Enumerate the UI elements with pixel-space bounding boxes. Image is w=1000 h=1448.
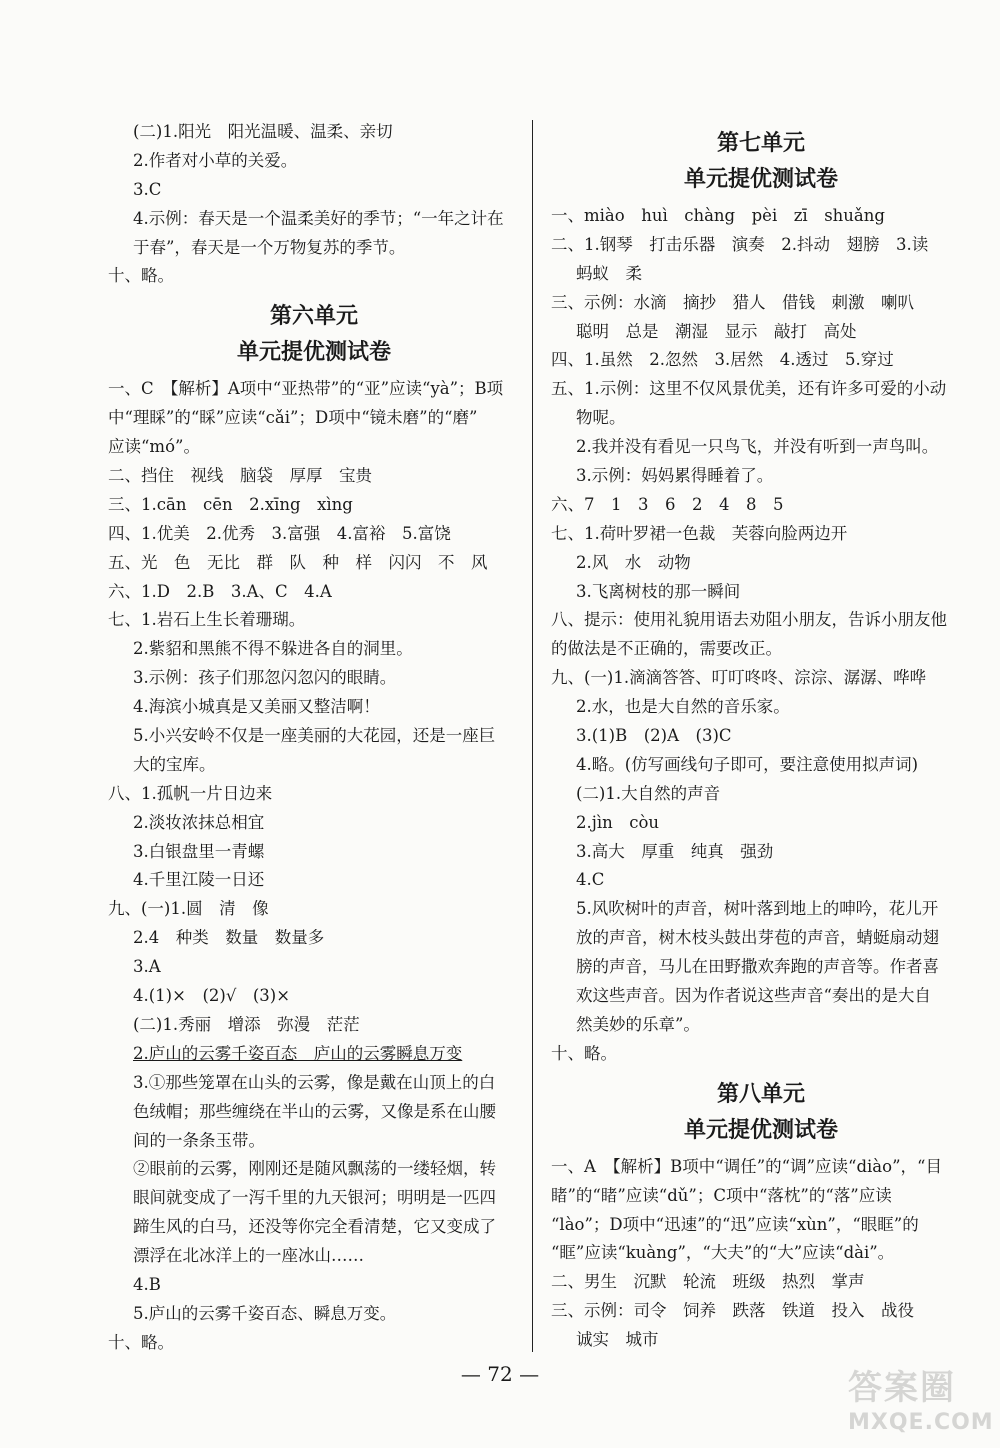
answer-line: 5.小兴安岭不仅是一座美丽的大花园，还是一座巨 (133, 726, 496, 746)
answer-line: 应读“mó”。 (108, 437, 200, 457)
answer-line: 3.①那些笼罩在山头的云雾，像是戴在山顶上的白 (133, 1072, 496, 1092)
answer-line: 十、略。 (551, 1043, 617, 1063)
answer-line: 3.飞离树枝的那一瞬间 (576, 581, 741, 601)
answer-line: 二、男生 沉默 轮流 班级 热烈 掌声 (551, 1272, 865, 1292)
answer-line: 一、C 【解析】A项中“亚热带”的“亚”应读“yà”；B项 (108, 379, 504, 399)
answer-line: 2.4 种类 数量 数量多 (133, 928, 325, 948)
answer-line: 4.B (133, 1274, 161, 1294)
answer-line: 2.紫貂和黑熊不得不躲进各自的洞里。 (133, 639, 413, 659)
section-subtitle: 单元提优测试卷 (236, 340, 391, 366)
answer-line: 中“理睬”的“睬”应读“cǎi”；D项中“镜未磨”的“磨” (108, 408, 478, 428)
section-title: 第七单元 (716, 131, 805, 156)
answer-line: 2.风 水 动物 (576, 552, 691, 572)
left-column (108, 118, 520, 1358)
answer-line: 九、(一)1.圆 清 像 (108, 899, 269, 919)
answer-line: 3.C (133, 179, 162, 199)
answer-line: 3.示例：妈妈累得睡着了。 (576, 466, 774, 486)
answer-line: 聪明 总是 潮湿 显示 敲打 高处 (576, 321, 857, 341)
right-column (551, 118, 971, 1355)
answer-line: 于春”，春天是一个万物复苏的季节。 (133, 237, 406, 257)
answer-line: 2.淡妆浓抹总相宜 (133, 812, 265, 832)
answer-line: 4.(1)× (2)√ (3)× (133, 986, 291, 1006)
answer-line: 2.作者对小草的关爱。 (133, 150, 298, 170)
answer-line: 二、1.钢琴 打击乐器 演奏 2.抖动 翅膀 3.读 (551, 234, 929, 254)
answer-line: (二)1.大自然的声音 (576, 783, 721, 803)
answer-line: 3.(1)B (2)A (3)C (576, 726, 732, 746)
answer-line: 七、1.荷叶罗裙一色裁 芙蓉向脸两边开 (551, 523, 848, 543)
answer-line: 大的宝库。 (133, 754, 216, 774)
answer-line: (二)1.秀丽 增添 弥漫 茫茫 (133, 1014, 360, 1034)
answer-line: 十、略。 (108, 266, 174, 286)
answer-line: ②眼前的云雾，刚刚还是随风飘荡的一缕轻烟，转 (133, 1159, 496, 1179)
answer-line: (二)1.阳光 阳光温暖、温柔、亲切 (133, 122, 393, 141)
answer-line: 五、1.示例：这里不仅风景优美，还有许多可爱的小动 (551, 379, 947, 399)
answer-line: 物呢。 (576, 408, 626, 428)
answer-line: 3.高大 厚重 纯真 强劲 (576, 841, 774, 861)
answer-line: 眼间就变成了一泻千里的九天银河；明明是一匹四 (133, 1188, 496, 1208)
answer-line: 六、7 1 3 6 2 4 8 5 (551, 494, 784, 514)
watermark-domain: MXQE.COM (848, 1410, 994, 1435)
answer-line: 色绒帽；那些缠绕在半山的云雾，又像是系在山腰 (133, 1101, 496, 1121)
answer-line: 三、1.cān cēn 2.xīng xìng (108, 494, 353, 514)
answer-line: 4.示例：春天是一个温柔美好的季节；“一年之计在 (133, 208, 504, 228)
answer-line: 4.略。(仿写画线句子即可，要注意使用拟声词) (576, 754, 919, 774)
answer-line: 漂浮在北冰洋上的一座冰山…… (133, 1246, 364, 1266)
answer-line: 一、A 【解析】B项中“调任”的“调”应读“diào”，“目 (551, 1156, 942, 1176)
answer-line: 一、miào huì chàng pèi zī shuǎng (551, 206, 885, 225)
watermark-text: 答案圈 (848, 1368, 956, 1408)
answer-line: 四、1.优美 2.优秀 3.富强 4.富裕 5.富饶 (108, 523, 451, 543)
answer-line: 四、1.虽然 2.忽然 3.居然 4.透过 5.穿过 (551, 350, 894, 370)
answer-line: 膀的声音，马儿在田野撒欢奔跑的声音等。作者喜 (576, 957, 939, 977)
answer-line: 2.jìn còu (576, 812, 660, 832)
answer-line: 睹”的“睹”应读“dǔ”；C项中“落枕”的“落”应读 (551, 1185, 892, 1205)
answer-line: 然美妙的乐章”。 (576, 1014, 700, 1034)
answer-line: 间的一条条玉带。 (133, 1130, 265, 1150)
answer-line: “眶”应读“kuàng”，“大夫”的“大”应读“dài”。 (551, 1243, 895, 1263)
answer-line: 的做法是不正确的，需要改正。 (551, 639, 782, 659)
answer-line: 八、1.孤帆一片日边来 (108, 783, 273, 803)
answer-line: 4.海滨小城真是又美丽又整洁啊！ (133, 697, 380, 717)
answer-line: 三、示例：司令 饲养 跌落 铁道 投入 战役 (551, 1301, 914, 1321)
answer-line: 3.白银盘里一青螺 (133, 841, 265, 861)
answer-line: 二、挡住 视线 脑袋 厚厚 宝贵 (108, 466, 372, 486)
answer-line: 六、1.D 2.B 3.A、C 4.A (108, 581, 332, 601)
answer-line: 七、1.岩石上生长着珊瑚。 (108, 610, 306, 630)
answer-line: 3.示例：孩子们那忽闪忽闪的眼睛。 (133, 668, 397, 688)
answer-line: 欢这些声音。因为作者说这些声音“奏出的是大自 (576, 986, 931, 1006)
answer-line: 诚实 城市 (576, 1330, 659, 1350)
page-number: — 72 — (460, 1362, 540, 1386)
answer-line: 放的声音，树木枝头鼓出芽苞的声音，蜻蜓扇动翅 (576, 928, 939, 948)
answer-line: “lào”；D项中“迅速”的“迅”应读“xùn”，“眼眶”的 (551, 1214, 919, 1234)
section-subtitle: 单元提优测试卷 (683, 1117, 838, 1143)
answer-line: 蹄生风的白马，还没等你完全看清楚，它又变成了 (133, 1217, 496, 1237)
answer-line: 2.水，也是大自然的音乐家。 (576, 697, 790, 717)
answer-line: 八、提示：使用礼貌用语去劝阻小朋友，告诉小朋友他 (551, 610, 947, 630)
answer-line: 三、示例：水滴 摘抄 猎人 借钱 刺激 喇叭 (551, 292, 914, 312)
watermark-logo (848, 1368, 998, 1446)
answer-line: 5.庐山的云雾千姿百态、瞬息万变。 (133, 1303, 397, 1323)
answer-line (108, 1040, 520, 1069)
answer-line: 十、略。 (108, 1332, 174, 1352)
section-subtitle: 单元提优测试卷 (683, 167, 838, 192)
answer-line: 蚂蚁 柔 (576, 263, 642, 283)
answer-line: 3.A (133, 957, 161, 977)
section-title: 第六单元 (269, 304, 358, 330)
answer-line: 5.风吹树叶的声音，树叶落到地上的呻吟，花儿开 (576, 899, 939, 919)
column-divider (532, 120, 533, 1352)
answer-line: 五、光 色 无比 群 队 种 样 闪闪 不 风 (108, 552, 488, 572)
answer-line: 九、(一)1.滴滴答答、叮叮咚咚、淙淙、潺潺、哗哗 (551, 668, 927, 688)
answer-line: 2.我并没有看见一只鸟飞，并没有听到一声鸟叫。 (576, 437, 939, 457)
section-title: 第八单元 (716, 1081, 805, 1107)
answer-line: 4.C (576, 870, 605, 890)
underlined-text: 2.庐山的云雾千姿百态 庐山的云雾瞬息万变 (133, 1043, 463, 1063)
answer-line: 4.千里江陵一日还 (133, 870, 265, 890)
